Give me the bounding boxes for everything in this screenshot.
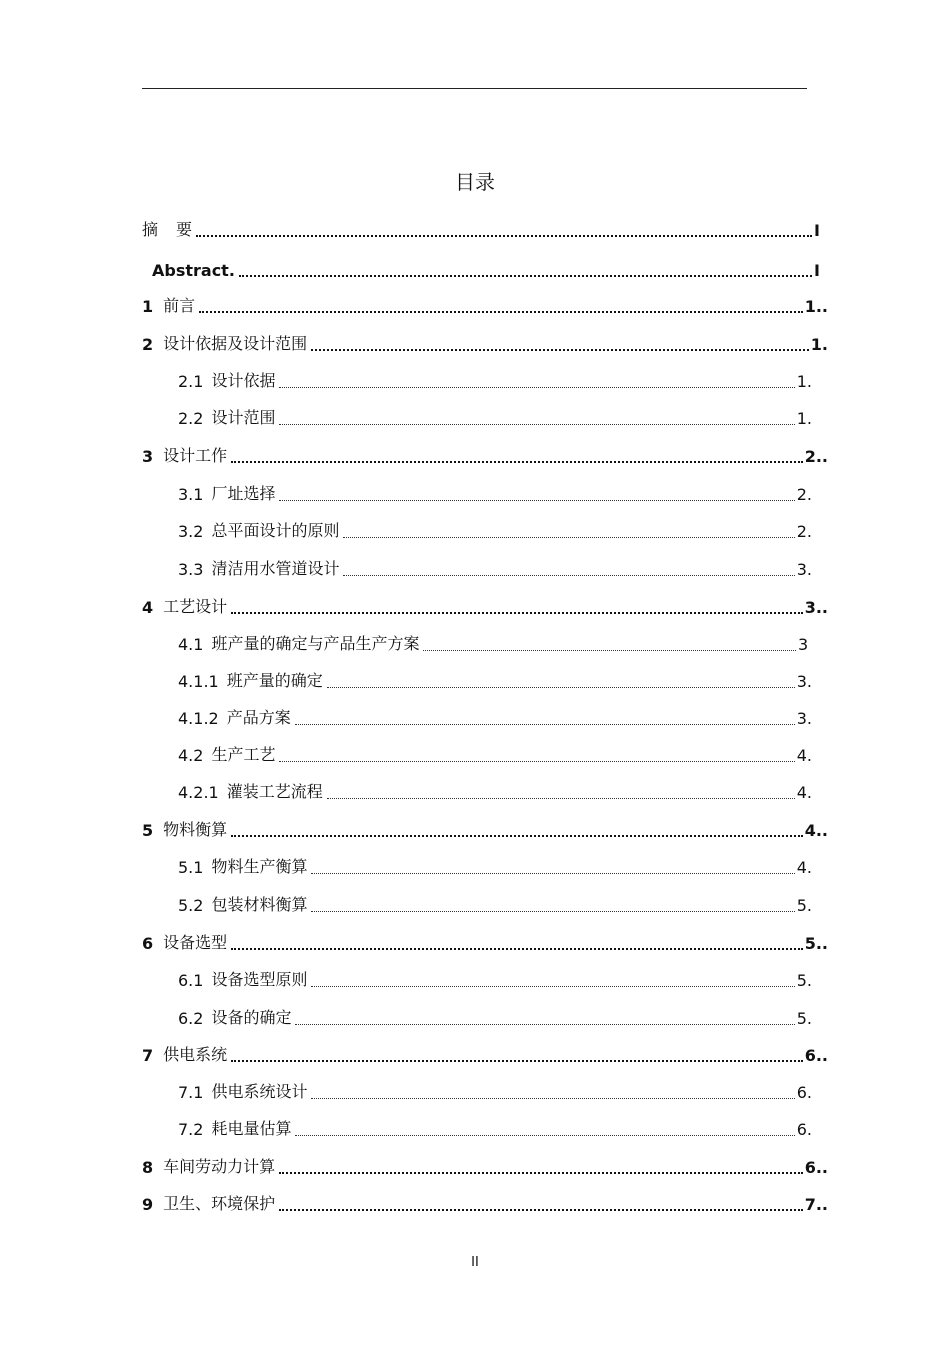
toc-entry[interactable] (142, 595, 828, 617)
toc-entry-page: 4.. (804, 821, 828, 840)
toc-entry-number: 6.1 (178, 971, 204, 990)
toc-leader-dots (327, 687, 795, 688)
toc-entry-number: 4.2.1 (178, 783, 219, 802)
toc-leader-dots (279, 761, 794, 762)
toc-entry-number: 5.1 (178, 858, 204, 877)
toc-entry-number: 4.1.2 (178, 709, 219, 728)
toc-entry[interactable] (178, 632, 812, 654)
toc-entry-page: 6.. (804, 1158, 828, 1177)
page-title: 目录 (455, 170, 495, 194)
toc-entry-label: 设计依据 (211, 371, 276, 390)
toc-entry[interactable] (178, 482, 812, 504)
toc-leader-dots (279, 1172, 803, 1174)
toc-entry-page: 4. (796, 783, 812, 802)
toc-entry-number: 2.2 (178, 409, 204, 428)
toc-leader-dots (231, 948, 803, 950)
toc-leader-dots (311, 1098, 794, 1099)
toc-entry-label: 车间劳动力计算 (163, 1157, 276, 1176)
toc-entry-label: 包装材料衡算 (211, 895, 308, 914)
toc-entry-number: 6 (142, 934, 154, 953)
toc-entry-page: 3 (798, 635, 809, 654)
toc-entry-number: 9 (142, 1195, 154, 1214)
toc-entry-label: 设备的确定 (211, 1008, 292, 1027)
header-rule (142, 88, 807, 89)
toc-entry[interactable] (178, 893, 812, 915)
toc-leader-dots (343, 537, 794, 538)
toc-entry-label: Abstract. (152, 261, 235, 280)
toc-entry-page: 2. (796, 485, 812, 504)
toc-entry-label: 灌装工艺流程 (226, 782, 323, 801)
toc-entry-page: I (814, 221, 820, 240)
toc-leader-dots (196, 235, 812, 237)
toc-entry-page: 4. (796, 858, 812, 877)
toc-leader-dots (279, 387, 794, 388)
toc-entry[interactable] (178, 1006, 812, 1028)
toc-entry-label: 总平面设计的原则 (211, 521, 340, 540)
toc-leader-dots (311, 986, 794, 987)
toc-entry[interactable] (178, 669, 812, 691)
toc-entry[interactable] (142, 294, 828, 316)
toc-entry-label: 前言 (163, 296, 196, 315)
toc-entry-page: 1. (796, 372, 812, 391)
toc-entry-number: 3.3 (178, 560, 204, 579)
toc-entry-page: 2.. (804, 447, 828, 466)
toc-entry-number: 8 (142, 1158, 154, 1177)
toc-entry-page: 1. (796, 409, 812, 428)
toc-entry-number: 5.2 (178, 896, 204, 915)
toc-leader-dots (231, 835, 803, 837)
toc-leader-dots (311, 873, 794, 874)
toc-entry[interactable] (178, 557, 812, 579)
toc-entry-label: 设计工作 (163, 446, 228, 465)
toc-entry-number: 3.1 (178, 485, 204, 504)
toc-entry-page: 1.. (804, 297, 828, 316)
toc-entry-number: 7 (142, 1046, 154, 1065)
toc-entry[interactable] (178, 968, 812, 990)
toc-entry[interactable] (142, 1155, 828, 1177)
toc-entry-label: 产品方案 (226, 708, 291, 727)
toc-entry-number: 4.1 (178, 635, 204, 654)
toc-entry[interactable] (142, 258, 828, 280)
toc-entry[interactable] (142, 218, 828, 240)
toc-entry-label: 耗电量估算 (211, 1119, 292, 1138)
toc-entry-number: 7.1 (178, 1083, 204, 1102)
toc-entry-number: 2.1 (178, 372, 204, 391)
toc-entry-page: 3. (796, 672, 812, 691)
toc-entry-label: 供电系统设计 (211, 1082, 308, 1101)
toc-entry-label: 清洁用水管道设计 (211, 559, 340, 578)
toc-entry[interactable] (142, 818, 828, 840)
toc-entry-page: 5. (796, 896, 812, 915)
toc-leader-dots (279, 1209, 803, 1211)
toc-entry-number: 4.2 (178, 746, 204, 765)
toc-entry-number: 6.2 (178, 1009, 204, 1028)
toc-leader-dots (343, 575, 794, 576)
toc-leader-dots (199, 311, 803, 313)
toc-leader-dots (231, 461, 803, 463)
toc-entry-number: 4.1.1 (178, 672, 219, 691)
toc-entry[interactable] (178, 780, 812, 802)
toc-entry[interactable] (178, 706, 812, 728)
toc-entry-label: 设计依据及设计范围 (163, 334, 308, 353)
toc-entry-label: 供电系统 (163, 1045, 228, 1064)
toc-leader-dots (295, 1135, 794, 1136)
toc-entry-label: 要 (176, 220, 193, 239)
toc-entry[interactable] (178, 406, 812, 428)
toc-entry-number: 3 (142, 447, 154, 466)
toc-entry-page: 3. (796, 709, 812, 728)
toc-entry-number: 1 (142, 297, 154, 316)
toc-entry-label: 工艺设计 (163, 597, 228, 616)
toc-leader-dots (231, 1060, 803, 1062)
page-number-footer: II (471, 1255, 479, 1270)
toc-entry-page: 7.. (804, 1195, 828, 1214)
toc-leader-dots (295, 724, 795, 725)
toc-entry[interactable] (142, 931, 828, 953)
toc-entry[interactable] (178, 855, 812, 877)
toc-entry-label: 设备选型 (163, 933, 228, 952)
toc-entry-label: 班产量的确定与产品生产方案 (211, 634, 420, 653)
toc-entry-page: 6.. (804, 1046, 828, 1065)
toc-leader-dots (423, 650, 796, 651)
toc-entry-page: 6. (796, 1083, 812, 1102)
toc-entry[interactable] (178, 1080, 812, 1102)
toc-entry-page: 6. (796, 1120, 812, 1139)
toc-entry[interactable] (142, 1043, 828, 1065)
toc-leader-dots (231, 612, 803, 614)
toc-entry-label: 物料生产衡算 (211, 857, 308, 876)
toc-entry-page: 1. (810, 335, 828, 354)
toc-entry-number: 4 (142, 598, 154, 617)
toc-leader-dots (279, 424, 794, 425)
toc-entry-page: 3.. (804, 598, 828, 617)
toc-entry-page: 5. (796, 971, 812, 990)
toc-entry[interactable] (142, 332, 828, 354)
toc-entry-label: 生产工艺 (211, 745, 276, 764)
toc-entry[interactable] (142, 444, 828, 466)
toc-leader-dots (295, 1024, 794, 1025)
toc-entry-page: 5.. (804, 934, 828, 953)
toc-entry-page: 5. (796, 1009, 812, 1028)
toc-entry-number: 5 (142, 821, 154, 840)
toc-leader-dots (279, 500, 794, 501)
toc-entry-page: 4. (796, 746, 812, 765)
toc-leader-dots (327, 798, 795, 799)
toc-entry-page: 3. (796, 560, 812, 579)
toc-entry-label: 物料衡算 (163, 820, 228, 839)
toc-entry-label: 卫生、环境保护 (163, 1194, 276, 1213)
toc-entry-page: I (814, 261, 820, 280)
toc-entry-number: 摘 (142, 220, 159, 239)
toc-entry-label: 设计范围 (211, 408, 276, 427)
toc-leader-dots (239, 275, 812, 277)
toc-entry[interactable] (178, 369, 812, 391)
toc-entry-page: 2. (796, 522, 812, 541)
toc-entry-label: 设备选型原则 (211, 970, 308, 989)
toc-leader-dots (311, 911, 794, 912)
toc-entry[interactable] (178, 1117, 812, 1139)
toc-entry[interactable] (178, 519, 812, 541)
toc-entry-number: 3.2 (178, 522, 204, 541)
toc-leader-dots (311, 349, 809, 351)
toc-entry-number: 2 (142, 335, 154, 354)
toc-entry-label: 班产量的确定 (226, 671, 323, 690)
toc-entry-label: 厂址选择 (211, 484, 276, 503)
toc-entry[interactable] (178, 743, 812, 765)
toc-entry[interactable] (142, 1192, 828, 1214)
toc-entry-number: 7.2 (178, 1120, 204, 1139)
